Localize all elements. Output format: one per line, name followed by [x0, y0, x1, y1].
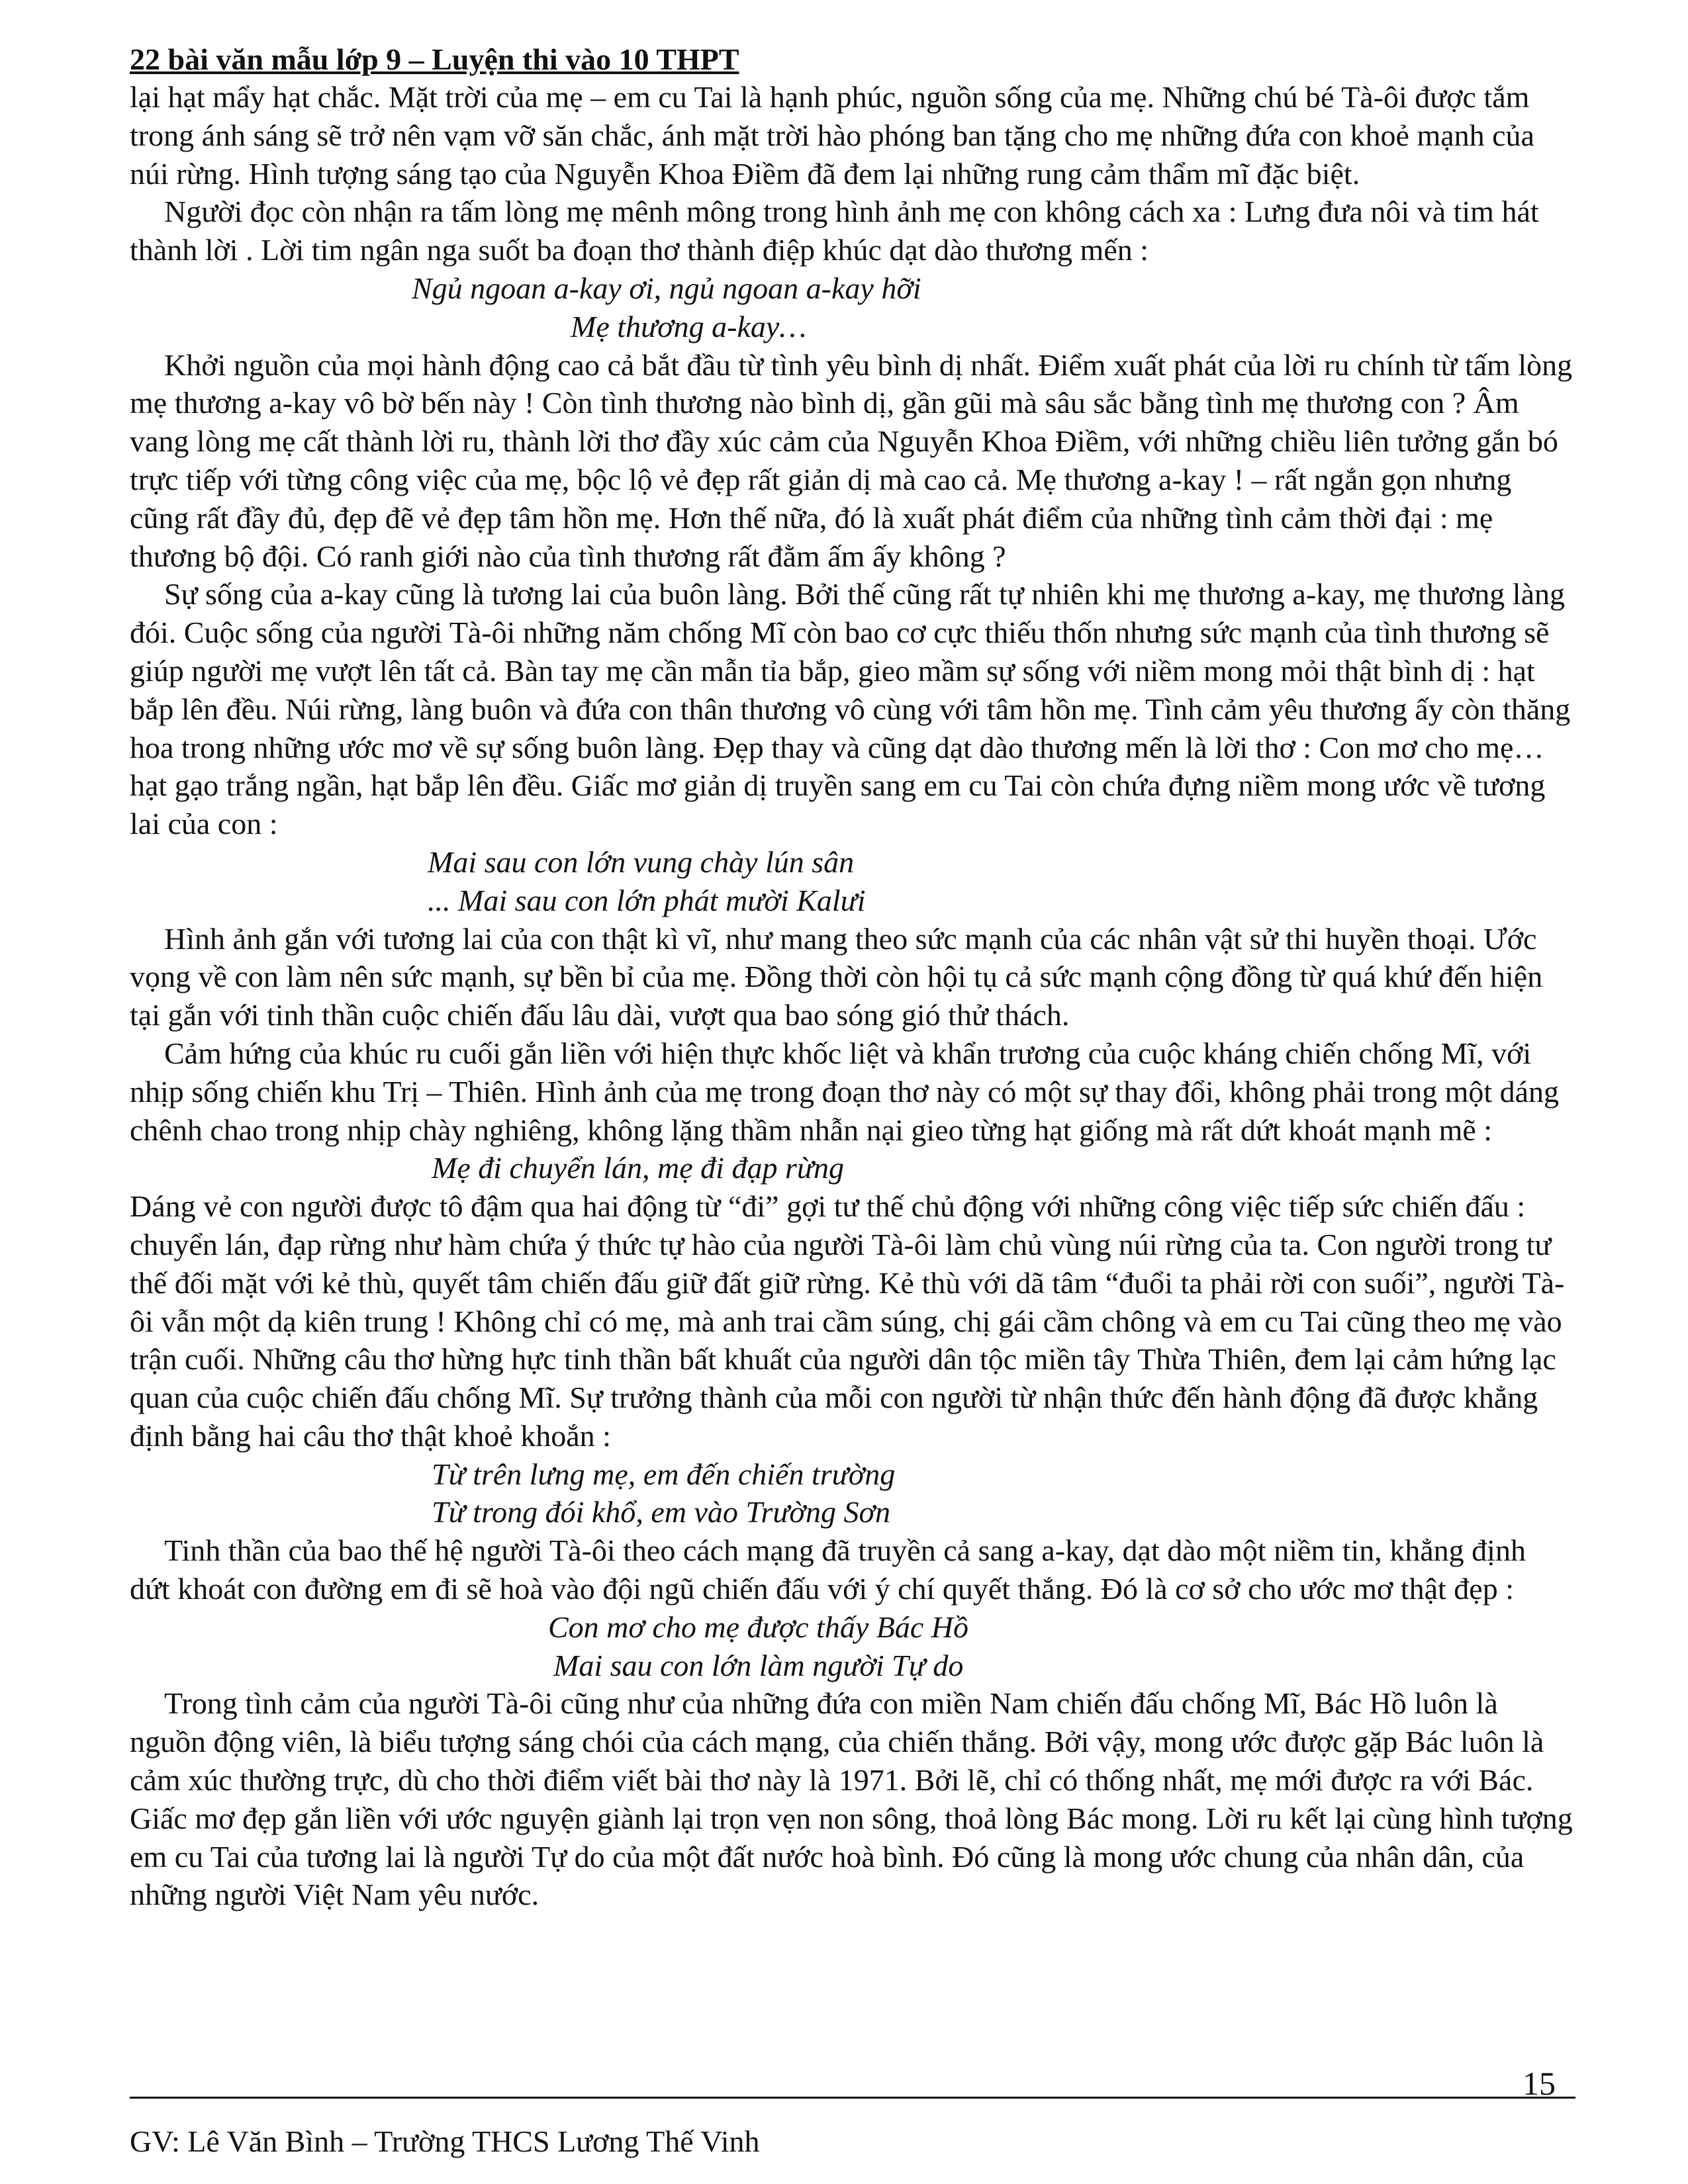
- verse-line: Con mơ cho mẹ được thấy Bác Hồ: [548, 1610, 968, 1644]
- verse-line: Mai sau con lớn làm người Tự do: [553, 1648, 964, 1682]
- verse-line: Ngủ ngoan a-kay ơi, ngủ ngoan a-kay hỡi: [412, 271, 921, 305]
- paragraph-6: Cảm hứng của khúc ru cuối gắn liền với hiện thực khốc liệt và khẩn trương của cuộc kháng chiến chống Mĩ, với nhịp sống chiến khu Trị – Thiên. Hình ảnh của mẹ trong đoạn thơ này có một sự thay đổi, không phải trong một dáng chênh chao trong nhịp chày nghiêng, không lặng thầm nhẫn nại gieo từng hạt giống mà rất dứt khoát mạnh mẽ :: [130, 1036, 1560, 1147]
- paragraph-7: Dáng vẻ con người được tô đậm qua hai động từ “đi” gợi tư thế chủ động với những công việc tiếp sức chiến đấu : chuyển lán, đạp rừng như hàm chứa ý thức tự hào của người Tà-ôi làm chủ vùng núi rừng của ta. Con người trong tư thế đối mặt với kẻ thù, quyết tâm chiến đấu giữ đất giữ rừng. Kẻ thù với dã tâm “đuổi ta phải rời con suối”, người Tà-ôi vẫn một dạ kiên trung ! Không chỉ có mẹ, mà anh trai cầm súng, chị gái cầm chông và em cu Tai cũng theo mẹ vào trận cuối. Những câu thơ hừng hực tinh thần bất khuất của người dân tộc miền tây Thừa Thiên, đem lại cảm hứng lạc quan của cuộc chiến đấu chống Mĩ. Sự trưởng thành của mỗi con người từ nhận thức đến hành động đã được khẳng định bằng hai câu thơ thật khoẻ khoắn :: [130, 1189, 1565, 1453]
- page-number: 15: [1523, 2065, 1556, 2102]
- article-body: [130, 78, 1573, 1914]
- verse-line: Mẹ đi chuyển lán, mẹ đi đạp rừng: [432, 1151, 844, 1185]
- verse-line: ... Mai sau con lớn phát mười Kalưi: [428, 883, 866, 917]
- paragraph-2: Người đọc còn nhận ra tấm lòng mẹ mênh mông trong hình ảnh mẹ con không cách xa : Lưng đưa nôi và tim hát thành lời . Lời tim ngân nga suốt ba đoạn thơ thành điệp khúc dạt dào thương mến :: [130, 195, 1539, 267]
- paragraph-4: Sự sống của a-kay cũng là tương lai của buôn làng. Bởi thế cũng rất tự nhiên khi mẹ thương a-kay, mẹ thương làng đói. Cuộc sống của người Tà-ôi những năm chống Mĩ còn bao cơ cực thiếu thốn nhưng sức mạnh của tình thương sẽ giúp người mẹ vượt lên tất cả. Bàn tay mẹ cần mẫn tỉa bắp, gieo mầm sự sống với niềm mong mỏi thật bình dị : hạt bắp lên đều. Núi rừng, làng buôn và đứa con thân thương vô cùng với tâm hồn mẹ. Tình cảm yêu thương ấy còn thăng hoa trong những ước mơ về sự sống buôn làng. Đẹp thay và cũng dạt dào thương mến là lời thơ : Con mơ cho mẹ…hạt gạo trắng ngần, hạt bắp lên đều. Giấc mơ giản dị truyền sang em cu Tai còn chứa đựng niềm mong ước về tương lai của con :: [130, 577, 1571, 841]
- verse-line: Mai sau con lớn vung chày lún sân: [428, 844, 855, 879]
- verse-line: Từ trong đói khổ, em vào Trường Sơn: [432, 1495, 891, 1529]
- paragraph-8: Tinh thần của bao thế hệ người Tà-ôi theo cách mạng đã truyền cả sang a-kay, dạt dào một niềm tin, khẳng định dứt khoát con đường em đi sẽ hoà vào đội ngũ chiến đấu với ý chí quyết thắng. Đó là cơ sở cho ước mơ thật đẹp :: [130, 1533, 1526, 1606]
- footer-author: GV: Lê Văn Bình – Trường THCS Lương Thế Vinh: [130, 2124, 760, 2158]
- verse-line: Mẹ thương a-kay…: [571, 309, 807, 343]
- paragraph-5: Hình ảnh gắn với tương lai của con thật kì vĩ, như mang theo sức mạnh của các nhân vật sử thi huyền thoại. Ước vọng về con làm nên sức mạnh, sự bền bỉ của mẹ. Đồng thời còn hội tụ cả sức mạnh cộng đồng từ quá khứ đến hiện tại gắn với tinh thần cuộc chiến đấu lâu dài, vượt qua bao sóng gió thử thách.: [130, 921, 1543, 1032]
- verse-line: Từ trên lưng mẹ, em đến chiến trường: [432, 1457, 896, 1491]
- paragraph-1: lại hạt mẩy hạt chắc. Mặt trời của mẹ – em cu Tai là hạnh phúc, nguồn sống của mẹ. Những chú bé Tà-ôi được tắm trong ánh sáng sẽ trở nên vạm vỡ săn chắc, ánh mặt trời hào phóng ban tặng cho mẹ những đứa con khoẻ mạnh của núi rừng. Hình tượng sáng tạo của Nguyễn Khoa Điềm đã đem lại những rung cảm thẩm mĩ đặc biệt.: [130, 80, 1534, 191]
- paragraph-9: Trong tình cảm của người Tà-ôi cũng như của những đứa con miền Nam chiến đấu chống Mĩ, Bác Hồ luôn là nguồn động viên, là biểu tượng sáng chói của cách mạng, của chiến thắng. Bởi vậy, mong ước được gặp Bác luôn là cảm xúc thường trực, dù cho thời điểm viết bài thơ này là 1971. Bởi lẽ, chỉ có thống nhất, mẹ mới được ra với Bác. Giấc mơ đẹp gắn liền với ước nguyện giành lại trọn vẹn non sông, thoả lòng Bác mong. Lời ru kết lại cùng hình tượng em cu Tai của tương lai là người Tự do của một đất nước hoà bình. Đó cũng là mong ước chung của nhân dân, của những người Việt Nam yêu nước.: [130, 1686, 1573, 1912]
- footer-divider: [130, 2097, 1575, 2099]
- page-header: 22 bài văn mẫu lớp 9 – Luyện thi vào 10 THPT: [130, 42, 739, 76]
- paragraph-3: Khởi nguồn của mọi hành động cao cả bắt đầu từ tình yêu bình dị nhất. Điểm xuất phát của lời ru chính từ tấm lòng mẹ thương a-kay vô bờ bến này ! Còn tình thương nào bình dị, gần gũi mà sâu sắc bằng tình mẹ thương con ? Âm vang lòng mẹ cất thành lời ru, thành lời thơ đầy xúc cảm của Nguyễn Khoa Điềm, với những chiều liên tưởng gắn bó trực tiếp với từng công việc của mẹ, bộc lộ vẻ đẹp rất giản dị mà cao cả. Mẹ thương a-kay ! – rất ngắn gọn nhưng cũng rất đầy đủ, đẹp đẽ vẻ đẹp tâm hồn mẹ. Hơn thế nữa, đó là xuất phát điểm của những tình cảm thời đại : mẹ thương bộ đội. Có ranh giới nào của tình thương rất đằm ấm ấy không ?: [130, 347, 1573, 573]
